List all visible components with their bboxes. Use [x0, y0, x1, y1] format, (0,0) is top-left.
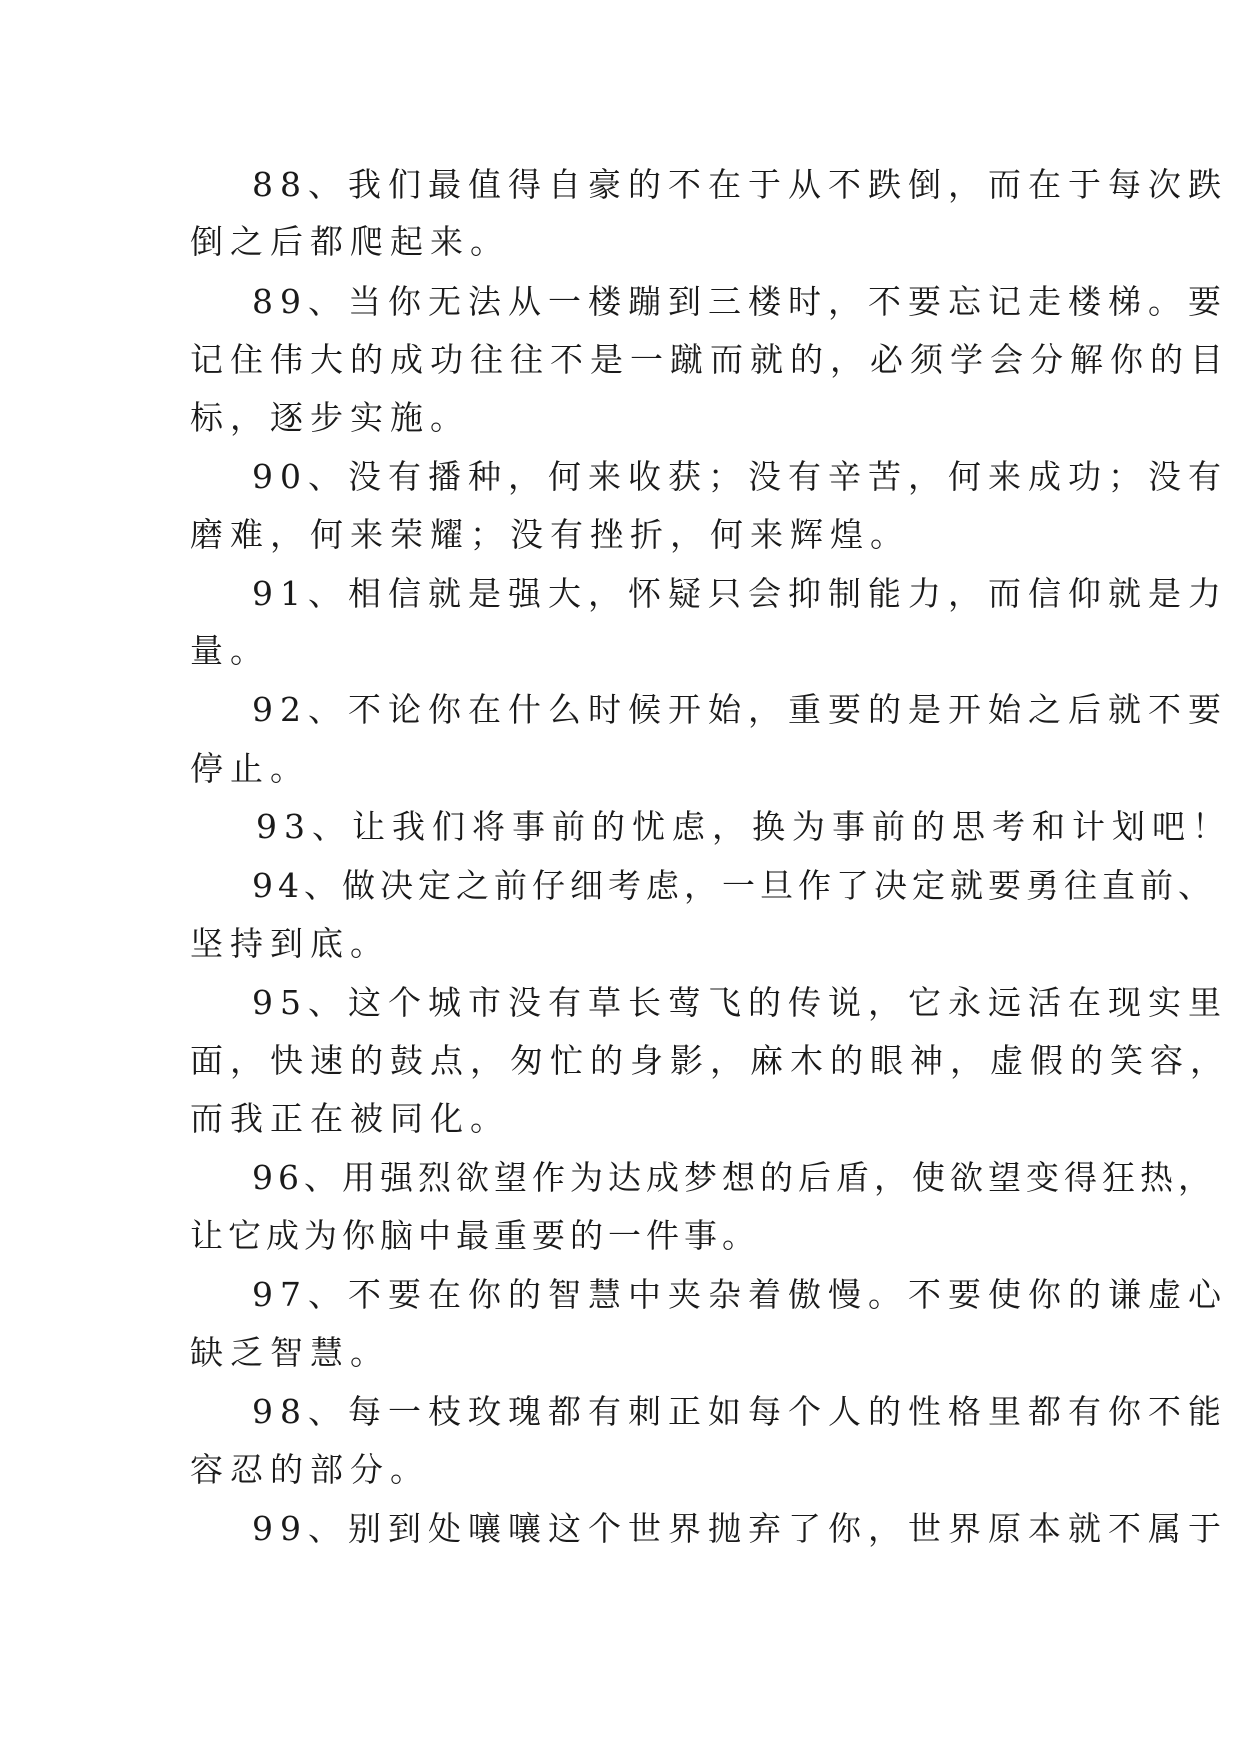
- paragraph-96-line-1: 96、用强烈欲望作为达成梦想的后盾，使欲望变得狂热，: [252, 1158, 1216, 1197]
- paragraph-95-line-3: 而我正在被同化。: [190, 1099, 510, 1138]
- paragraph-91-line-2: 量。: [190, 631, 270, 670]
- paragraph-90-line-1: 90、没有播种，何来收获；没有辛苦，何来成功；没有: [252, 457, 1228, 496]
- paragraph-95-line-1: 95、这个城市没有草长莺飞的传说，它永远活在现实里: [252, 983, 1228, 1022]
- paragraph-88-line-1: 88、我们最值得自豪的不在于从不跌倒，而在于每次跌: [252, 165, 1228, 204]
- paragraph-94-line-2: 坚持到底。: [190, 924, 390, 963]
- paragraph-95-line-2: 面，快速的鼓点，匆忙的身影，麻木的眼神，虚假的笑容，: [190, 1041, 1230, 1080]
- paragraph-89-line-1: 89、当你无法从一楼蹦到三楼时，不要忘记走楼梯。要: [252, 282, 1228, 321]
- paragraph-89-line-2: 记住伟大的成功往往不是一蹴而就的，必须学会分解你的目: [190, 340, 1230, 379]
- paragraph-93-line-1: 93、让我们将事前的忧虑，换为事前的思考和计划吧！: [256, 807, 1232, 846]
- paragraph-97-line-2: 缺乏智慧。: [190, 1333, 390, 1372]
- paragraph-98-line-2: 容忍的部分。: [190, 1450, 430, 1489]
- paragraph-94-line-1: 94、做决定之前仔细考虑，一旦作了决定就要勇往直前、: [252, 866, 1216, 905]
- paragraph-99-line-1: 99、别到处嚷嚷这个世界抛弃了你，世界原本就不属于: [252, 1509, 1228, 1548]
- paragraph-92-line-1: 92、不论你在什么时候开始，重要的是开始之后就不要: [252, 690, 1228, 729]
- paragraph-89-line-3: 标，逐步实施。: [190, 398, 470, 437]
- paragraph-92-line-2: 停止。: [190, 749, 310, 788]
- paragraph-90-line-2: 磨难，何来荣耀；没有挫折，何来辉煌。: [190, 515, 910, 554]
- paragraph-88-line-2: 倒之后都爬起来。: [190, 222, 510, 261]
- paragraph-97-line-1: 97、不要在你的智慧中夹杂着傲慢。不要使你的谦虚心: [252, 1275, 1228, 1314]
- paragraph-91-line-1: 91、相信就是强大，怀疑只会抑制能力，而信仰就是力: [252, 574, 1228, 613]
- paragraph-96-line-2: 让它成为你脑中最重要的一件事。: [190, 1216, 760, 1255]
- paragraph-98-line-1: 98、每一枝玫瑰都有刺正如每个人的性格里都有你不能: [252, 1392, 1228, 1431]
